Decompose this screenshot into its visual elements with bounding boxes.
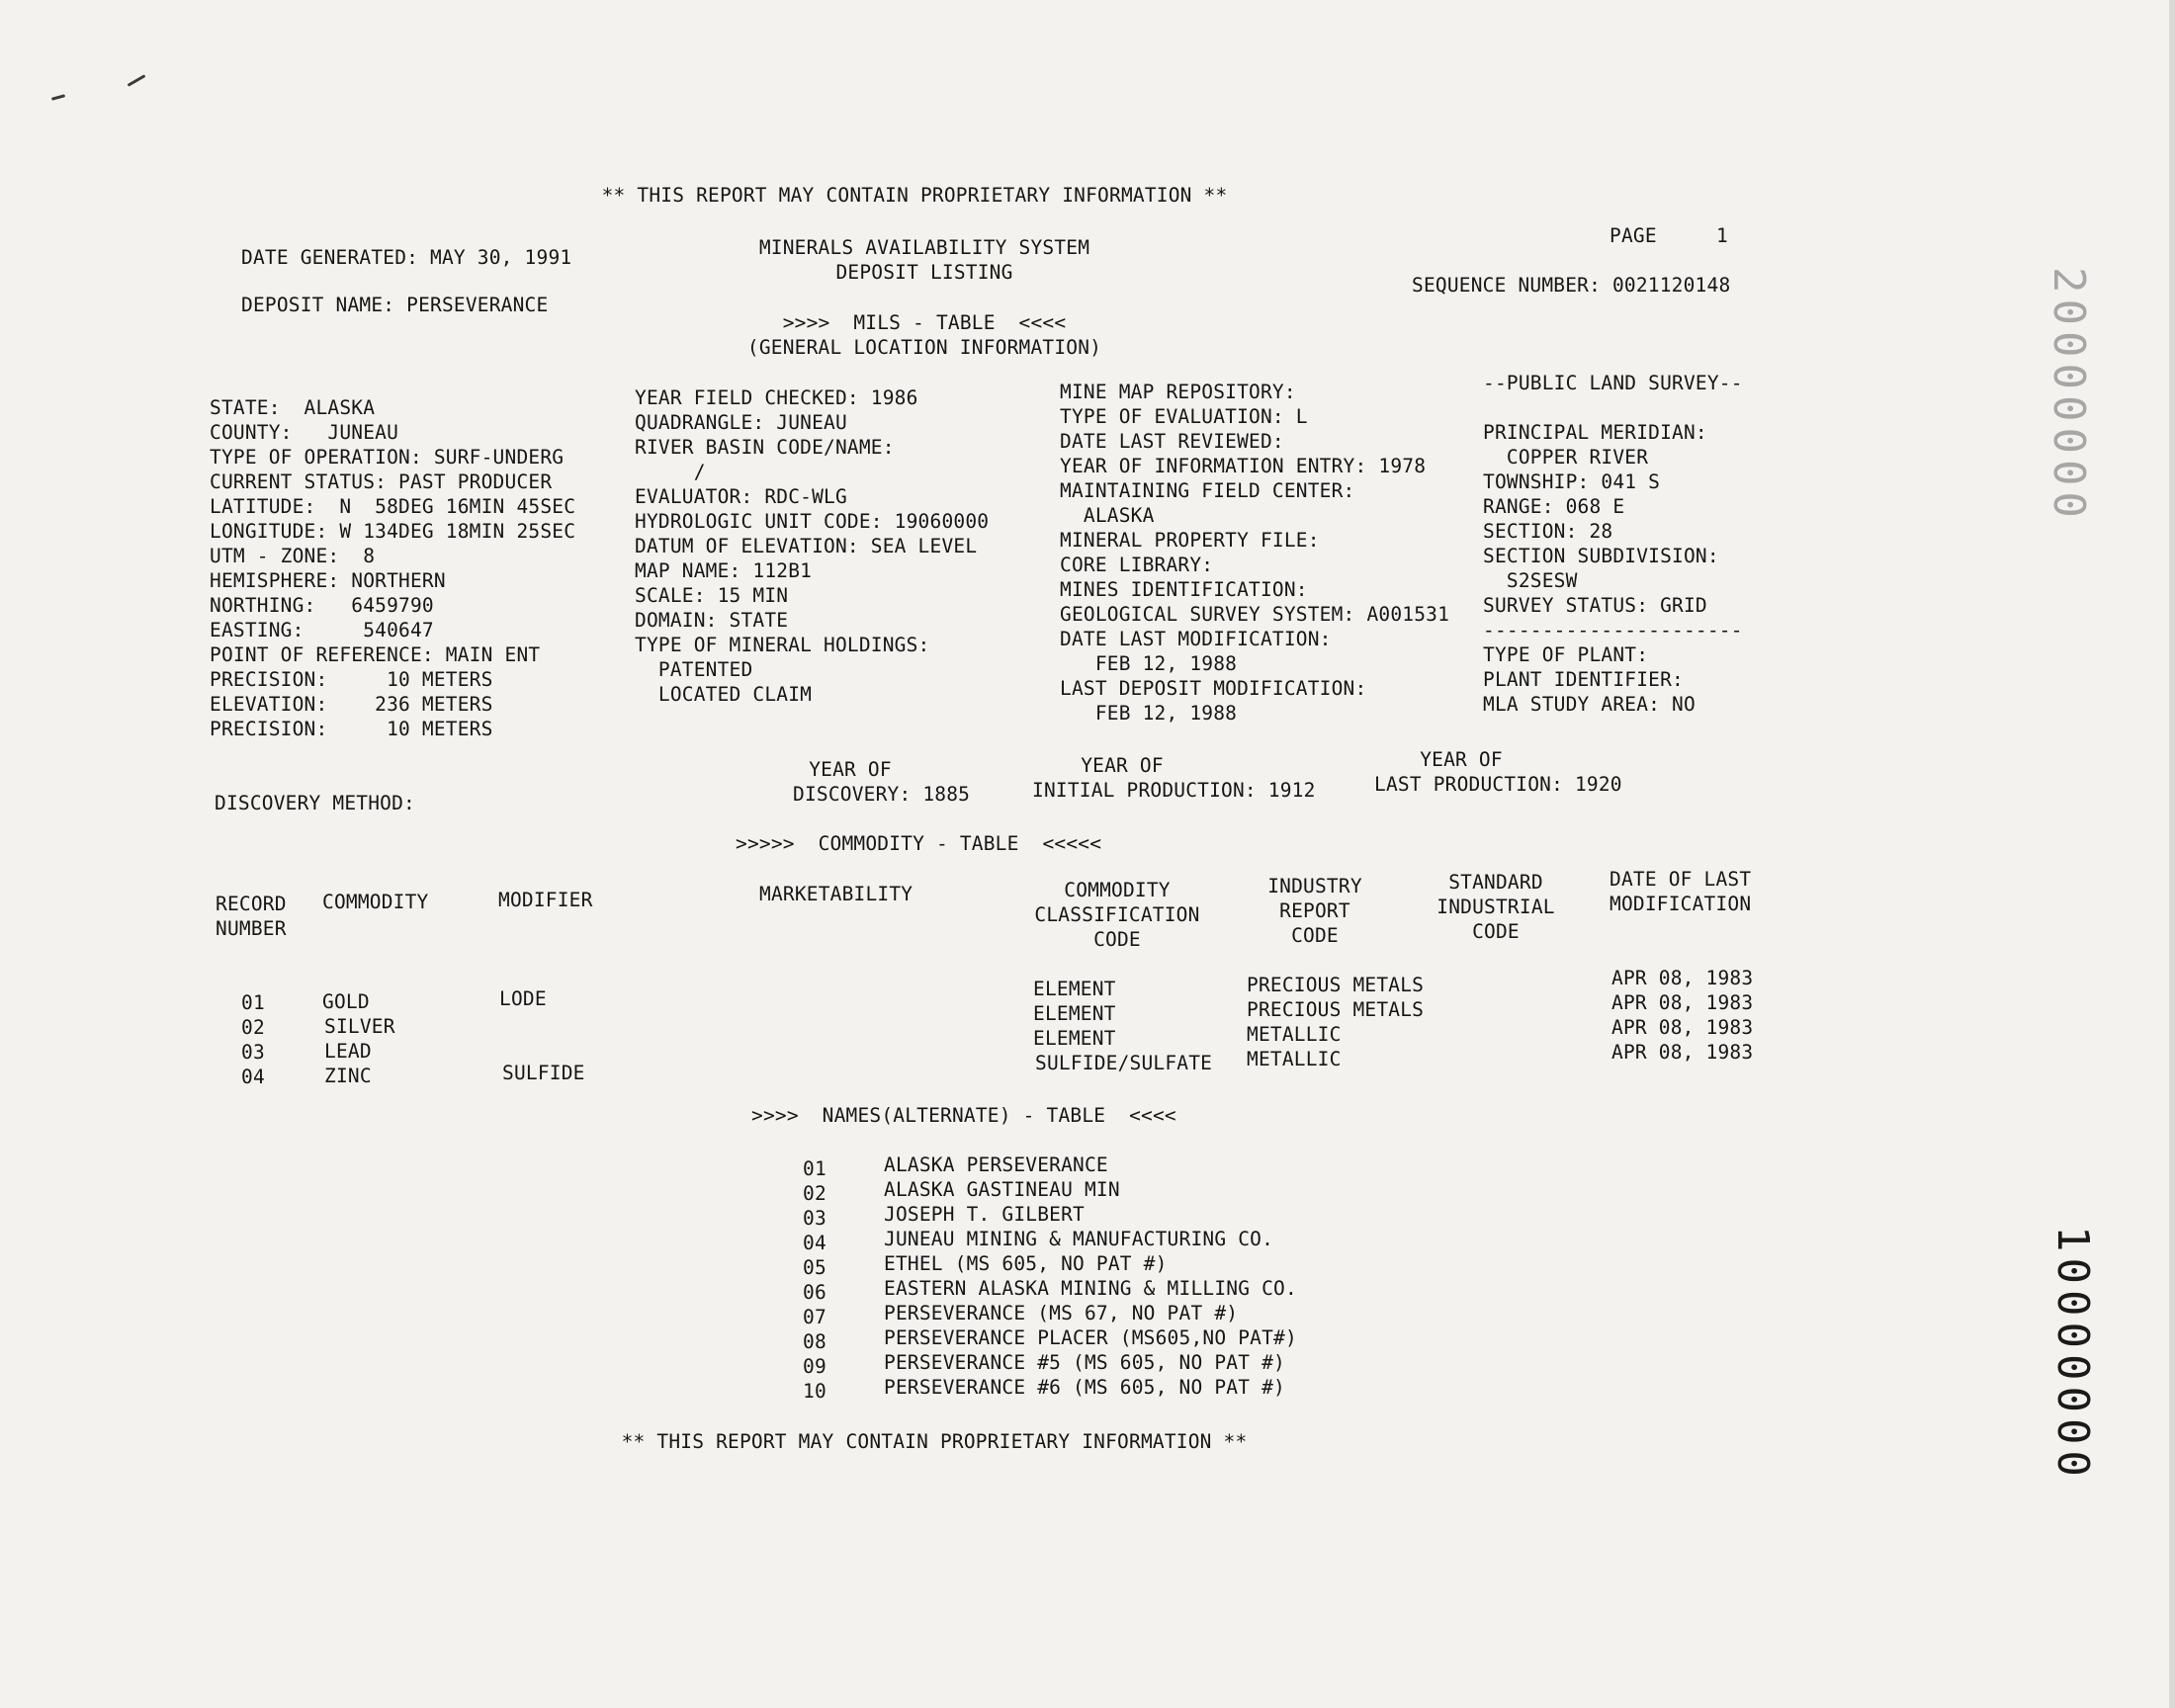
alternate-name: PERSEVERANCE PLACER (MS605,NO PAT#) [884, 1326, 1297, 1349]
field-line: RANGE: 068 E [1483, 495, 1625, 518]
year-of-last-production: LAST PRODUCTION: 1920 [1374, 773, 1622, 796]
alternate-name: JUNEAU MINING & MANUFACTURING CO. [884, 1228, 1274, 1250]
alternate-name: ALASKA GASTINEAU MIN [884, 1178, 1120, 1201]
year-of-discovery: DISCOVERY: 1885 [793, 783, 971, 806]
cell-classification: ELEMENT [1033, 978, 1116, 1000]
page-edge [2169, 0, 2175, 1708]
field-line: LAST DEPOSIT MODIFICATION: [1060, 677, 1367, 700]
date-generated: DATE GENERATED: MAY 30, 1991 [241, 246, 572, 269]
field-line: DATE LAST MODIFICATION: [1060, 628, 1332, 650]
cell-commodity: LEAD [324, 1040, 372, 1063]
cell-classification: ELEMENT [1033, 1002, 1116, 1025]
field-line: ALASKA [1060, 504, 1155, 527]
cell-industry: METALLIC [1247, 1023, 1342, 1046]
header-date-last-modification: DATE OF LAST MODIFICATION [1610, 868, 1752, 915]
cell-industry: METALLIC [1247, 1048, 1342, 1070]
cell-date: APR 08, 1983 [1611, 1041, 1754, 1064]
field-line: RIVER BASIN CODE/NAME: [635, 436, 895, 459]
field-line: NORTHING: 6459790 [210, 594, 434, 617]
header-industry-report: INDUSTRY REPORT CODE [1267, 875, 1362, 947]
field-line: FEB 12, 1988 [1060, 652, 1238, 675]
field-line: S2SESW [1483, 569, 1578, 592]
sequence-number: SEQUENCE NUMBER: 0021120148 [1412, 274, 1731, 297]
year-of-discovery-label: YEAR OF [809, 758, 892, 781]
name-number: 10 [803, 1380, 826, 1403]
proprietary-banner-top: ** THIS REPORT MAY CONTAIN PROPRIETARY INFORMATION ** [601, 184, 1228, 207]
name-number: 02 [803, 1182, 826, 1205]
header-classification: COMMODITY CLASSIFICATION CODE [1034, 879, 1200, 951]
field-line: POINT OF REFERENCE: MAIN ENT [210, 643, 541, 666]
cell-classification: SULFIDE/SULFATE [1035, 1052, 1213, 1074]
page-number: 1 [1716, 224, 1728, 247]
field-line: PRECISION: 10 METERS [210, 718, 493, 740]
side-stamp-bottom: 10000000 [2047, 1226, 2098, 1483]
field-line: EVALUATOR: RDC-WLG [635, 485, 847, 508]
field-line: DATUM OF ELEVATION: SEA LEVEL [635, 535, 978, 557]
year-of-initial-production: INITIAL PRODUCTION: 1912 [1032, 779, 1316, 802]
alternate-name: JOSEPH T. GILBERT [884, 1203, 1085, 1226]
field-line: CURRENT STATUS: PAST PRODUCER [210, 470, 553, 493]
field-line: HEMISPHERE: NORTHERN [210, 569, 446, 592]
field-line: TYPE OF EVALUATION: L [1060, 405, 1308, 428]
field-line: MINES IDENTIFICATION: [1060, 578, 1308, 601]
field-line: MINERAL PROPERTY FILE: [1060, 529, 1320, 552]
alternate-name: PERSEVERANCE #6 (MS 605, NO PAT #) [884, 1376, 1285, 1399]
field-line: TYPE OF PLANT: [1483, 643, 1649, 666]
field-line: GEOLOGICAL SURVEY SYSTEM: A001531 [1060, 603, 1450, 626]
field-line: / [635, 461, 706, 483]
cell-commodity: SILVER [324, 1015, 395, 1038]
cell-date: APR 08, 1983 [1611, 991, 1754, 1014]
field-line: FEB 12, 1988 [1060, 702, 1238, 725]
field-line: PATENTED [635, 658, 753, 681]
field-line: UTM - ZONE: 8 [210, 545, 376, 567]
alternate-name: PERSEVERANCE (MS 67, NO PAT #) [884, 1302, 1239, 1324]
field-line: PRINCIPAL MERIDIAN: [1483, 421, 1707, 444]
field-line: TYPE OF MINERAL HOLDINGS: [635, 634, 930, 656]
discovery-method: DISCOVERY METHOD: [215, 792, 415, 814]
name-number: 01 [803, 1157, 826, 1180]
cell-date: APR 08, 1983 [1611, 1016, 1754, 1039]
field-line: EASTING: 540647 [210, 619, 434, 641]
cell-record: 04 [241, 1066, 265, 1088]
field-line: DATE LAST REVIEWED: [1060, 430, 1284, 453]
name-number: 08 [803, 1330, 826, 1353]
header-record-number: RECORD NUMBER [216, 893, 287, 940]
cell-classification: ELEMENT [1033, 1027, 1116, 1050]
name-number: 05 [803, 1256, 826, 1279]
field-line: LATITUDE: N 58DEG 16MIN 45SEC [210, 495, 576, 518]
field-line: MAP NAME: 112B1 [635, 559, 813, 582]
field-line: MLA STUDY AREA: NO [1483, 693, 1696, 716]
alternate-name: ALASKA PERSEVERANCE [884, 1153, 1108, 1176]
system-title: MINERALS AVAILABILITY SYSTEM [758, 236, 1090, 259]
field-line: ---------------------- [1483, 619, 1743, 641]
cell-industry: PRECIOUS METALS [1247, 974, 1425, 996]
field-line: MAINTAINING FIELD CENTER: [1060, 479, 1355, 502]
cell-record: 01 [241, 991, 265, 1014]
field-line: CORE LIBRARY: [1060, 554, 1214, 576]
field-line: COUNTY: JUNEAU [210, 421, 399, 444]
listing-title: DEPOSIT LISTING [835, 261, 1013, 284]
alternate-name: PERSEVERANCE #5 (MS 605, NO PAT #) [884, 1351, 1285, 1374]
field-line: HYDROLOGIC UNIT CODE: 19060000 [635, 510, 990, 533]
year-of-last-production-label: YEAR OF [1420, 748, 1503, 771]
field-line: SECTION SUBDIVISION: [1483, 545, 1719, 567]
alternate-name: EASTERN ALASKA MINING & MILLING CO. [884, 1277, 1297, 1300]
field-line: COPPER RIVER [1483, 446, 1649, 469]
side-stamp-top: 20000000 [2044, 267, 2094, 524]
field-line: YEAR FIELD CHECKED: 1986 [635, 386, 918, 409]
page-label: PAGE [1610, 224, 1657, 247]
header-commodity: COMMODITY [322, 891, 429, 913]
header-modifier: MODIFIER [498, 889, 593, 911]
mils-table-title: >>>> MILS - TABLE <<<< [782, 311, 1067, 334]
header-marketability: MARKETABILITY [759, 883, 914, 905]
field-line: PLANT IDENTIFIER: [1483, 668, 1684, 691]
commodity-table-title: >>>>> COMMODITY - TABLE <<<<< [736, 832, 1102, 855]
field-line: LONGITUDE: W 134DEG 18MIN 25SEC [210, 520, 576, 543]
pen-mark [51, 94, 65, 101]
field-line: SECTION: 28 [1483, 520, 1613, 543]
year-of-initial-production-label: YEAR OF [1081, 754, 1164, 777]
cell-date: APR 08, 1983 [1611, 967, 1754, 989]
cell-record: 02 [241, 1016, 265, 1039]
deposit-name: DEPOSIT NAME: PERSEVERANCE [241, 294, 549, 316]
name-number: 07 [803, 1306, 826, 1328]
field-line: --PUBLIC LAND SURVEY-- [1483, 372, 1743, 394]
field-line: TOWNSHIP: 041 S [1483, 470, 1661, 493]
alternate-name: ETHEL (MS 605, NO PAT #) [884, 1252, 1168, 1275]
field-line: ELEVATION: 236 METERS [210, 693, 493, 716]
name-number: 06 [803, 1281, 826, 1304]
field-line: MINE MAP REPOSITORY: [1060, 381, 1296, 403]
field-line: LOCATED CLAIM [635, 683, 813, 706]
name-number: 03 [803, 1207, 826, 1230]
field-line: PRECISION: 10 METERS [210, 668, 493, 691]
cell-industry: PRECIOUS METALS [1247, 998, 1425, 1021]
name-number: 09 [803, 1355, 826, 1378]
name-number: 04 [803, 1232, 826, 1254]
cell-modifier: LODE [499, 987, 547, 1010]
cell-commodity: GOLD [322, 990, 370, 1013]
cell-record: 03 [241, 1041, 265, 1064]
mils-table-subtitle: (GENERAL LOCATION INFORMATION) [746, 336, 1102, 359]
proprietary-banner-bottom: ** THIS REPORT MAY CONTAIN PROPRIETARY INFORMATION ** [621, 1430, 1248, 1453]
names-table-title: >>>> NAMES(ALTERNATE) - TABLE <<<< [751, 1104, 1176, 1127]
cell-commodity: ZINC [324, 1065, 372, 1087]
cell-modifier: SULFIDE [502, 1062, 585, 1084]
field-line: YEAR OF INFORMATION ENTRY: 1978 [1060, 455, 1427, 477]
field-line: SCALE: 15 MIN [635, 584, 789, 607]
field-line: SURVEY STATUS: GRID [1483, 594, 1707, 617]
field-line: DOMAIN: STATE [635, 609, 789, 632]
field-line: TYPE OF OPERATION: SURF-UNDERG [210, 446, 565, 469]
pen-mark [128, 74, 146, 87]
header-standard-industrial: STANDARD INDUSTRIAL CODE [1436, 871, 1555, 943]
field-line: QUADRANGLE: JUNEAU [635, 411, 847, 434]
field-line: STATE: ALASKA [210, 396, 376, 419]
